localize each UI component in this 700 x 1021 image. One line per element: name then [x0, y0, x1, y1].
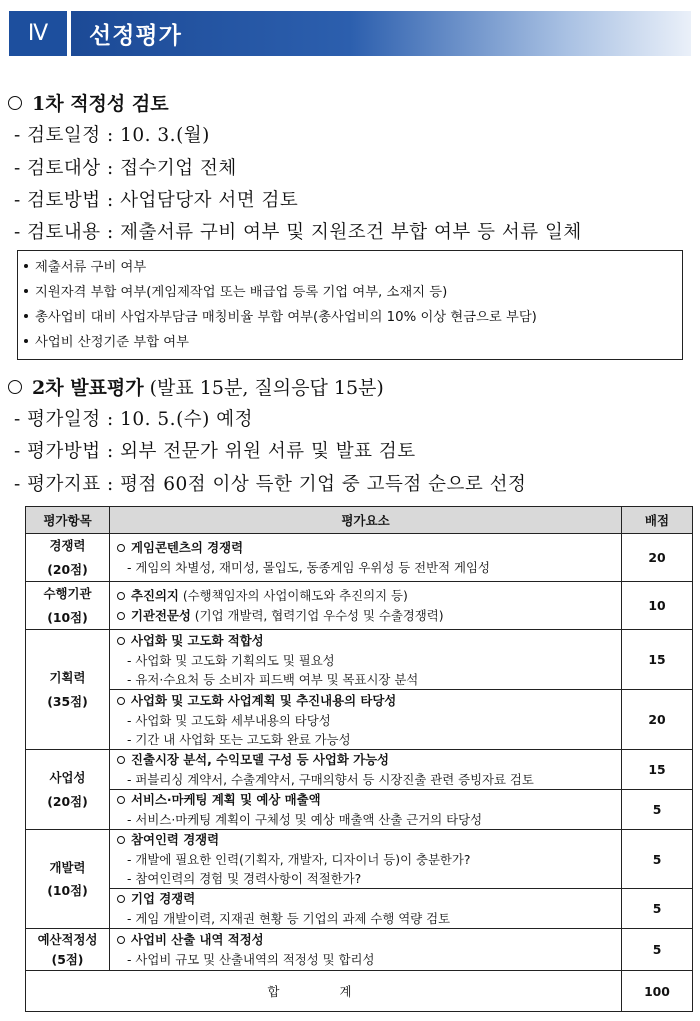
- bullet-icon: [24, 339, 28, 343]
- table-header-row: [26, 507, 693, 534]
- score-cell: 5: [622, 929, 693, 971]
- circle-bullet-icon: [117, 697, 125, 705]
- table-row: [26, 830, 693, 889]
- total-label: 합 계: [26, 971, 622, 1012]
- score-cell: 10: [622, 582, 693, 630]
- review-detail-item: 사업비 산정기준 부합 여부: [24, 330, 682, 355]
- total-row: [26, 971, 693, 1012]
- table-row: [26, 690, 693, 750]
- category-cell: 개발력 (10점): [26, 830, 110, 929]
- table-row: [26, 929, 693, 971]
- category-cell: 수행기관 (10점): [26, 582, 110, 630]
- round2-item: - 평가방법 : 외부 전문가 위원 서류 및 발표 검토: [14, 441, 416, 462]
- circle-bullet-icon: [117, 637, 125, 645]
- round1-item: - 검토내용 : 제출서류 구비 여부 및 지원조건 부합 여부 등 서류 일체: [14, 222, 582, 243]
- criteria-cell: 서비스·마케팅 계획 및 예상 매출액 - 서비스·마케팅 계획이 구체성 및 예상 매출액 산출 근거의 타당성: [110, 790, 622, 830]
- round1-item: - 검토대상 : 접수기업 전체: [14, 158, 237, 179]
- bullet-icon: [24, 289, 28, 293]
- category-cell: 경쟁력 (20점): [26, 534, 110, 582]
- score-cell: 20: [622, 690, 693, 750]
- circle-bullet-icon: [117, 936, 125, 944]
- circle-bullet-icon: [117, 756, 125, 764]
- circle-bullet-icon: [8, 96, 22, 110]
- criteria-cell: 기업 경쟁력 - 게임 개발이력, 지재권 현황 등 기업의 과제 수행 역량 검토: [110, 889, 622, 929]
- score-cell: 15: [622, 630, 693, 690]
- round2-title-note: (발표 15분, 질의응답 15분): [143, 377, 384, 399]
- criteria-cell: 사업화 및 고도화 적합성 - 사업화 및 고도화 기획의도 및 필요성 - 유저·수요처 등 소비자 피드백 여부 및 목표시장 분석: [110, 630, 622, 690]
- criteria-cell: 사업화 및 고도화 사업계획 및 추진내용의 타당성 - 사업화 및 고도화 세부내용의 타당성 - 기간 내 사업화 또는 고도화 완료 가능성: [110, 690, 622, 750]
- review-detail-item: 지원자격 부합 여부(게임제작업 또는 배급업 등록 기업 여부, 소재지 등): [24, 280, 682, 305]
- circle-bullet-icon: [117, 592, 125, 600]
- header-score: 배점: [622, 507, 693, 534]
- review-detail-item: 제출서류 구비 여부: [24, 255, 682, 280]
- section-title-band: [71, 11, 691, 56]
- circle-bullet-icon: [117, 544, 125, 552]
- section-number: Ⅳ: [9, 11, 67, 56]
- criteria-cell: 참여인력 경쟁력 - 개발에 필요한 인력(기획자, 개발자, 디자이너 등)이 충분한가? - 참여인력의 경험 및 경력사항이 적절한가?: [110, 830, 622, 889]
- table-row: [26, 630, 693, 690]
- section-title: 선정평가: [89, 23, 182, 49]
- category-cell: 사업성 (20점): [26, 750, 110, 830]
- bullet-icon: [24, 264, 28, 268]
- round2-heading: [8, 373, 384, 400]
- table-row: [26, 889, 693, 929]
- round1-heading: [8, 89, 169, 116]
- header-criteria: 평가요소: [110, 507, 622, 534]
- round2-item: - 평가지표 : 평점 60점 이상 득한 기업 중 고득점 순으로 선정: [14, 474, 527, 495]
- score-cell: 15: [622, 750, 693, 790]
- circle-bullet-icon: [117, 895, 125, 903]
- table-row: [26, 750, 693, 790]
- round2-title: 2차 발표평가: [32, 377, 144, 399]
- circle-bullet-icon: [8, 380, 22, 394]
- table-row: [26, 790, 693, 830]
- circle-bullet-icon: [117, 836, 125, 844]
- review-detail-item: 총사업비 대비 사업자부담금 매칭비율 부합 여부(총사업비의 10% 이상 현금으로 부담): [24, 305, 682, 330]
- criteria-cell: 게임콘텐츠의 경쟁력 - 게임의 차별성, 재미성, 몰입도, 동종게임 우위성 등 전반적 게임성: [110, 534, 622, 582]
- circle-bullet-icon: [117, 612, 125, 620]
- round1-title: 1차 적정성 검토: [32, 93, 169, 115]
- category-cell: 기획력 (35점): [26, 630, 110, 750]
- review-detail-box: [17, 250, 683, 360]
- circle-bullet-icon: [117, 796, 125, 804]
- score-cell: 5: [622, 889, 693, 929]
- criteria-cell: 진출시장 분석, 수익모델 구성 등 사업화 가능성 - 퍼블리싱 계약서, 수출계약서, 구매의향서 등 시장진출 관련 증빙자료 검토: [110, 750, 622, 790]
- table-row: [26, 534, 693, 582]
- evaluation-table: [25, 506, 693, 1012]
- bullet-icon: [24, 314, 28, 318]
- score-cell: 5: [622, 830, 693, 889]
- criteria-cell: 사업비 산출 내역 적정성 - 사업비 규모 및 산출내역의 적정성 및 합리성: [110, 929, 622, 971]
- round2-item: - 평가일정 : 10. 5.(수) 예정: [14, 409, 253, 430]
- section-header: [9, 11, 691, 56]
- score-cell: 5: [622, 790, 693, 830]
- header-category: 평가항목: [26, 507, 110, 534]
- score-cell: 20: [622, 534, 693, 582]
- total-score: 100: [622, 971, 693, 1012]
- criteria-cell: 추진의지 (수행책임자의 사업이해도와 추진의지 등) 기관전문성 (기업 개발력, 협력기업 우수성 및 수출경쟁력): [110, 582, 622, 630]
- category-cell: 예산적정성 (5점): [26, 929, 110, 971]
- round1-item: - 검토일정 : 10. 3.(월): [14, 125, 210, 146]
- table-row: [26, 582, 693, 630]
- round1-item: - 검토방법 : 사업담당자 서면 검토: [14, 190, 299, 211]
